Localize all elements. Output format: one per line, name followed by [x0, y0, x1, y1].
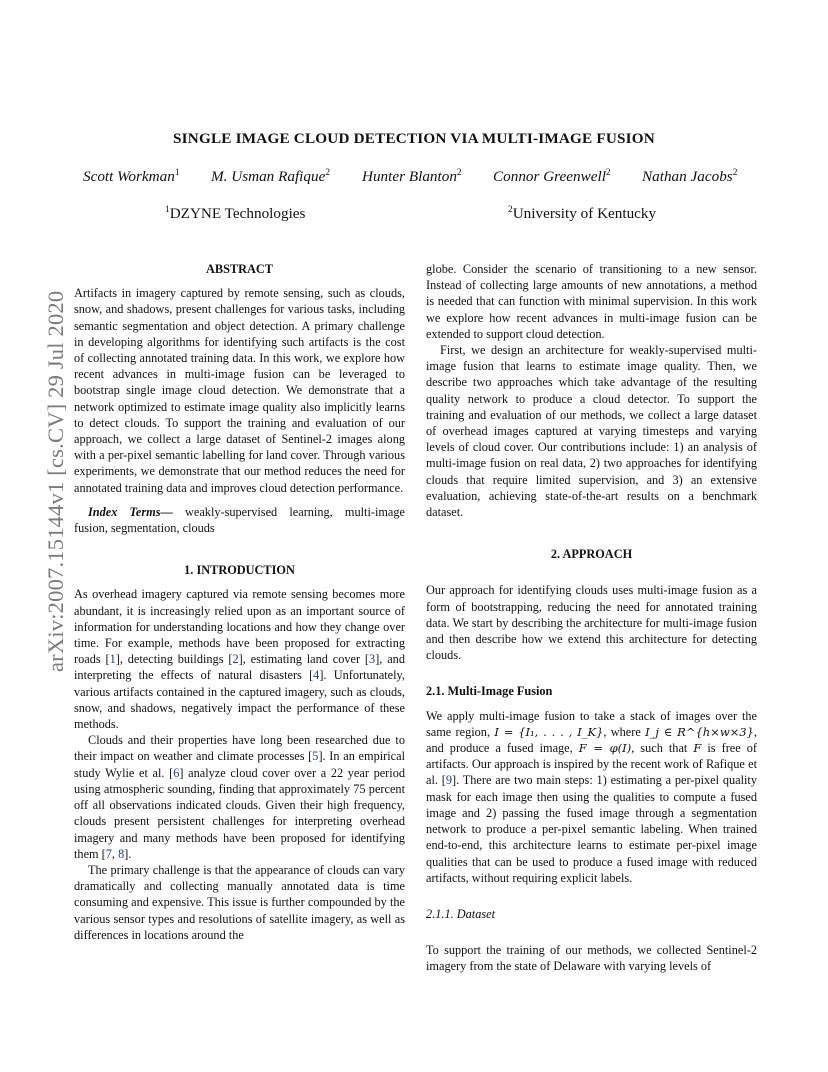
abstract-heading: ABSTRACT: [206, 262, 273, 276]
intro-paragraph-3-continued: globe. Consider the scenario of transitioning to a new sensor. Instead of collecting large amounts of new annotations, a method is needed that can function with minimal supervision. In this work we explore how recent advances in multi-image fusion can be extended to support cloud detection.: [426, 262, 757, 341]
text: , where: [603, 724, 646, 739]
text: ].: [124, 846, 132, 861]
citation-link[interactable]: 9: [445, 773, 453, 788]
paper-title: SINGLE IMAGE CLOUD DETECTION VIA MULTI-IMAGE FUSION: [173, 130, 655, 147]
text: ], estimating land cover [: [238, 652, 370, 667]
citation-link[interactable]: 3: [369, 652, 376, 667]
author-affiliation-mark: 1: [174, 167, 180, 178]
author-3: [362, 168, 462, 186]
index-terms: [74, 504, 405, 536]
author-5: [642, 168, 737, 186]
text: Clouds and their properties have long been researched due to their impact on weather and climate processes [: [74, 733, 405, 764]
text: ]. Unfortunately, various artifacts contained in the captured imagery, such as clouds, snow, and shadows, negatively impact the performance of these methods.: [74, 668, 405, 732]
affiliation-name: University of Kentucky: [512, 205, 657, 222]
text: ]. There are two main steps: 1) estimating a per-pixel quality mask for each image then using the qualities to compute a fused image and 2) passing the fused image through a segmentation network to produce a per-pixel semantic labeling. When trained end-to-end, this architecture learns to estimate per-pixel image qualities that can be used to produce a fused image with reduced artifacts, without requiring explicit labels.: [426, 773, 757, 885]
left-column: [74, 261, 405, 943]
abstract-text: Artifacts in imagery captured by remote sensing, such as clouds, snow, and shadows, present challenges for various tasks, including semantic segmentation and object detection. A primary challenge in developing algorithms for identifying such artifacts is the cost of collecting annotated training data. In this work, we explore how recent advances in multi-image fusion can be leveraged to bootstrap single image cloud detection. We demonstrate that a network optimized to estimate image quality also implicitly learns to detect clouds. To support the training and evaluation of our approach, we collect a large dataset of Sentinel-2 images along with a per-pixel semantic labelling for land cover. Through various experiments, we demonstrate that our method reduces the need for annotated training data and improves cloud detection performance.: [74, 286, 405, 495]
citation-link[interactable]: 7: [105, 846, 112, 861]
author-1: [83, 168, 180, 186]
author-name: Nathan Jacobs: [642, 168, 733, 185]
affiliation-number: 2: [508, 204, 513, 215]
citation-link[interactable]: 1: [109, 652, 116, 667]
index-terms-label: Index Terms—: [88, 504, 173, 519]
affiliation-number: 1: [165, 204, 170, 215]
intro-heading: 1. INTRODUCTION: [184, 563, 295, 578]
citation-link[interactable]: 2: [232, 652, 239, 667]
text: ] analyze cloud cover over a 22 year period using atmospheric sounding, finding that approximately 75 percent off all observations indicated clouds. Given their high frequency, clouds present persistent challenges for interpreting overhead imagery and many methods have been proposed for identifying them [: [74, 765, 405, 861]
arxiv-sidebar: [18, 292, 68, 672]
author-name: Scott Workman: [83, 168, 175, 185]
author-name: M. Usman Rafique: [211, 168, 326, 185]
text: As overhead imagery captured via remote sensing becomes more abundant, it is increasingly relied upon as an important source of information for understanding locations and how they change over time. For example, methods have been proposed for extracting roads [: [74, 587, 405, 667]
text: We apply multi-image fusion to take a stack of images over the same region,: [426, 708, 757, 739]
text: ], detecting buildings [: [115, 652, 233, 667]
text: , and produce a fused image,: [426, 724, 758, 756]
author-name: Hunter Blanton: [362, 168, 457, 185]
affiliation-2: [508, 204, 657, 223]
author-affiliation-mark: 2: [732, 167, 738, 178]
intro-paragraph-4: First, we design an architecture for weakly-supervised multi-image fusion that learns to estimate image quality. Then, we describe two approaches which take advantage of the resulting quality network to produce a cloud detector. To support the training and evaluation of our methods, we collect a large dataset of overhead images captured at varying timesteps and varying levels of cloud cover. Our contributions include: 1) an analysis of multi-image fusion on real data, 2) two approaches for identifying clouds that require limited supervision, and 3) an extensive evaluation, achieving state-of-the-art results on a benchmark dataset.: [426, 343, 757, 520]
math-expression: F: [693, 741, 702, 756]
intro-paragraph-2: [74, 732, 405, 862]
author-2: [211, 168, 330, 186]
math-expression: F = φ(I): [578, 741, 632, 756]
intro-paragraph-3: The primary challenge is that the appearance of clouds can vary dramatically and collecting manually annotated data is time consuming and expensive. This issue is further compounded by the various sensor types and resolutions of satellite imagery, as well as differences in locations around the: [74, 862, 405, 942]
text: ]. In an empirical study Wylie et al. [: [74, 749, 405, 780]
author-4: [493, 168, 611, 186]
text: is free of artifacts. Our approach is inspired by the recent work of Rafique et al. [: [426, 741, 758, 788]
approach-paragraph-1: Our approach for identifying clouds uses multi-image fusion as a form of bootstrapping, reducing the need for annotated training data. We start by describing the architecture for multi-image fusion and then describe how we extend this architecture for detecting clouds.: [426, 583, 757, 663]
citation-link[interactable]: 5: [312, 749, 319, 764]
affiliation-1: [165, 204, 306, 223]
text: , such that: [631, 741, 694, 756]
right-column: [426, 261, 757, 975]
math-expression: I = {I₁, . . . , I_K}: [494, 724, 604, 739]
text: ], and interpreting the effects of natural disasters [: [74, 652, 405, 683]
affiliation-name: DZYNE Technologies: [169, 205, 306, 222]
author-affiliation-mark: 2: [605, 167, 611, 178]
approach-paragraph-3: To support the training of our methods, we collected Sentinel-2 imagery from the state of Delaware with varying levels of: [426, 943, 757, 974]
text: ,: [111, 846, 119, 861]
subsubsection-heading: 2.1.1. Dataset: [426, 906, 495, 921]
author-affiliation-mark: 2: [456, 167, 462, 178]
citation-link[interactable]: 8: [118, 846, 125, 861]
math-expression: I_j ∈ R^{h×w×3}: [645, 724, 754, 739]
index-terms-text: weakly-supervised learning, multi-image fusion, segmentation, clouds: [74, 504, 405, 536]
citation-link[interactable]: 6: [173, 765, 180, 780]
intro-paragraph-1: [74, 586, 405, 732]
approach-heading: 2. APPROACH: [550, 547, 633, 562]
arxiv-identifier: arXiv:2007.15144v1 [cs.CV] 29 Jul 2020: [43, 290, 68, 672]
author-affiliation-mark: 2: [325, 167, 331, 178]
citation-link[interactable]: 4: [313, 668, 320, 683]
approach-paragraph-2: [426, 708, 757, 886]
subsection-heading: 2.1. Multi-Image Fusion: [426, 684, 553, 699]
author-name: Connor Greenwell: [493, 168, 606, 185]
